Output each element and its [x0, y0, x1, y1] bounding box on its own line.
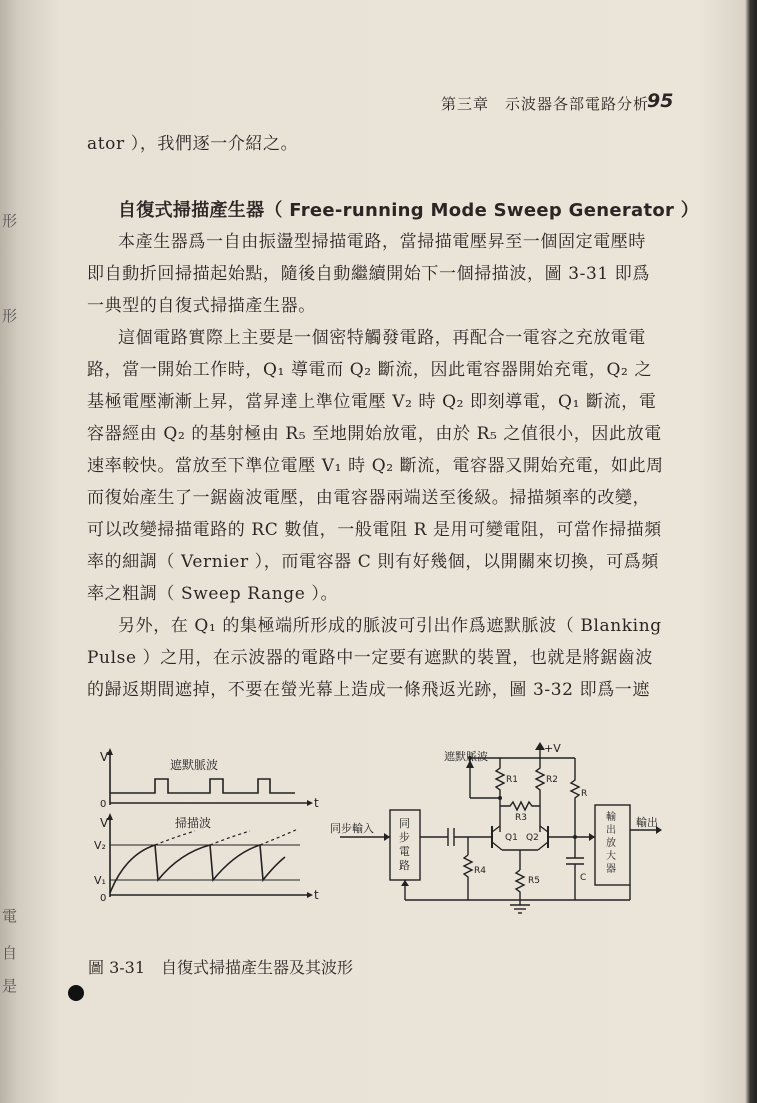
text-line: 率的細調（ Vernier ），而電容器 C 則有好幾個，以開關來切換，可爲頻 [87, 552, 659, 572]
sync-input-label: 同步輸入 [330, 822, 374, 835]
gutter-char: 形 [2, 307, 18, 325]
amp-block-char: 大 [606, 851, 616, 862]
text-line: 速率較快。當放至下準位電壓 V₁ 時 Q₂ 斷流，電容器又開始充電，如此周 [87, 456, 664, 476]
waveform-figure [90, 745, 330, 925]
blanking-pulse-label: 遮默脈波 [170, 758, 219, 772]
gutter-char: 電 [2, 907, 18, 925]
gutter-char: 是 [2, 977, 18, 995]
running-header: 第三章 示波器各部電路分析 [440, 95, 649, 113]
vcc-label: +V [544, 742, 561, 755]
r4-label: R4 [474, 866, 486, 876]
v1-label: V₁ [94, 874, 106, 887]
text-line: 的歸返期間遮掉，不要在螢光幕上造成一條飛返光跡，圖 3-32 即爲一遮 [87, 680, 650, 700]
resistor-r4 [464, 855, 472, 900]
output-label: 輸出 [636, 816, 658, 829]
v-axis-label: V [100, 750, 109, 764]
blanking-output-label: 遮默脈波 [444, 750, 488, 763]
blanking-pulse-trace [110, 779, 295, 793]
amp-block-char: 出 [606, 825, 616, 836]
resistor-r5 [516, 870, 524, 900]
t-axis-label: t [314, 888, 319, 902]
sweep-wave-label: 掃描波 [175, 816, 212, 830]
resistor-r3 [500, 802, 540, 810]
resistor-r2 [536, 758, 544, 802]
gutter-char: 自 [2, 944, 18, 962]
text-line: 本產生器爲一自由振盪型掃描電路，當掃描電壓昇至一個固定電壓時 [118, 232, 646, 252]
text-line: 基極電壓漸漸上昇，當昇達上準位電壓 V₂ 時 Q₂ 即刻導電，Q₁ 斷流，電 [87, 392, 657, 412]
arrow-right-icon [384, 833, 390, 841]
text-line: ator ），我們逐一介紹之。 [87, 134, 299, 154]
resistor-r1 [496, 758, 504, 802]
text-line: 可以改變掃描電路的 RC 數值，一般電阻 R 是用可變電阻，可當作掃描頻 [87, 520, 662, 540]
sync-block-char: 同 [399, 817, 410, 830]
figure-caption: 圖 3-31 自復式掃描產生器及其波形 [88, 958, 354, 977]
binding-hole [68, 985, 84, 1001]
text-line: 容器經由 Q₂ 的基射極由 R₅ 至地開始放電，由於 R₅ 之值很小，因此放電 [87, 424, 662, 444]
r-variable-label: R [581, 789, 588, 799]
text-line: 路，當一開始工作時，Q₁ 導電而 Q₂ 斷流，因此電容器開始充電，Q₂ 之 [87, 360, 653, 380]
q2-label: Q2 [526, 833, 539, 843]
arrow-right-icon [307, 892, 313, 898]
v-axis-label: V [100, 816, 109, 830]
page-number: 95 [647, 90, 674, 112]
q1-label: Q1 [505, 833, 518, 843]
text-line: Pulse ）之用，在示波器的電路中一定要有遮默的裝置，也就是將鋸齒波 [87, 648, 654, 668]
r2-label: R2 [546, 775, 558, 785]
t-axis-label: t [314, 796, 319, 810]
circuit-diagram [330, 740, 680, 920]
text-line: 另外，在 Q₁ 的集極端所形成的脈波可引出作爲遮默脈波（ Blanking [118, 616, 662, 636]
amp-block-char: 器 [606, 864, 616, 875]
sync-block-char: 步 [399, 831, 410, 844]
sweep-continuation-dashed [155, 829, 298, 845]
sync-block-char: 路 [399, 859, 410, 872]
text-line: 這個電路實際上主要是一個密特觸發電路，再配合一電容之充放電電 [118, 328, 646, 348]
amp-block-char: 輸 [606, 812, 616, 823]
capacitor-label: C [580, 873, 587, 883]
section-heading: 自復式掃描產生器（ Free-running Mode Sweep Generator ） [118, 200, 700, 221]
zero-label: 0 [100, 893, 107, 904]
resistor-r-variable [571, 758, 579, 810]
text-line: 即自動折回掃描起始點，隨後自動繼續開始下一個掃描波，圖 3-31 即爲 [87, 264, 650, 284]
v2-label: V₂ [94, 839, 106, 852]
zero-label: 0 [100, 799, 107, 810]
sweep-sawtooth-trace [110, 845, 285, 893]
text-line: 而復始產生了一鋸齒波電壓，由電容器兩端送至後級。掃描頻率的改變， [87, 488, 651, 508]
arrow-right-icon [307, 800, 313, 806]
gutter-char: 形 [2, 212, 18, 230]
arrow-up-icon [401, 880, 409, 886]
r1-label: R1 [506, 775, 518, 785]
text-line: 一典型的自復式掃描產生器。 [87, 296, 316, 316]
r3-label: R3 [515, 813, 527, 823]
sync-block-char: 電 [399, 845, 410, 858]
r5-label: R5 [528, 876, 540, 886]
amp-block-char: 放 [606, 838, 616, 849]
text-line: 率之粗調（ Sweep Range ）。 [87, 584, 339, 604]
arrow-right-icon [589, 833, 595, 841]
